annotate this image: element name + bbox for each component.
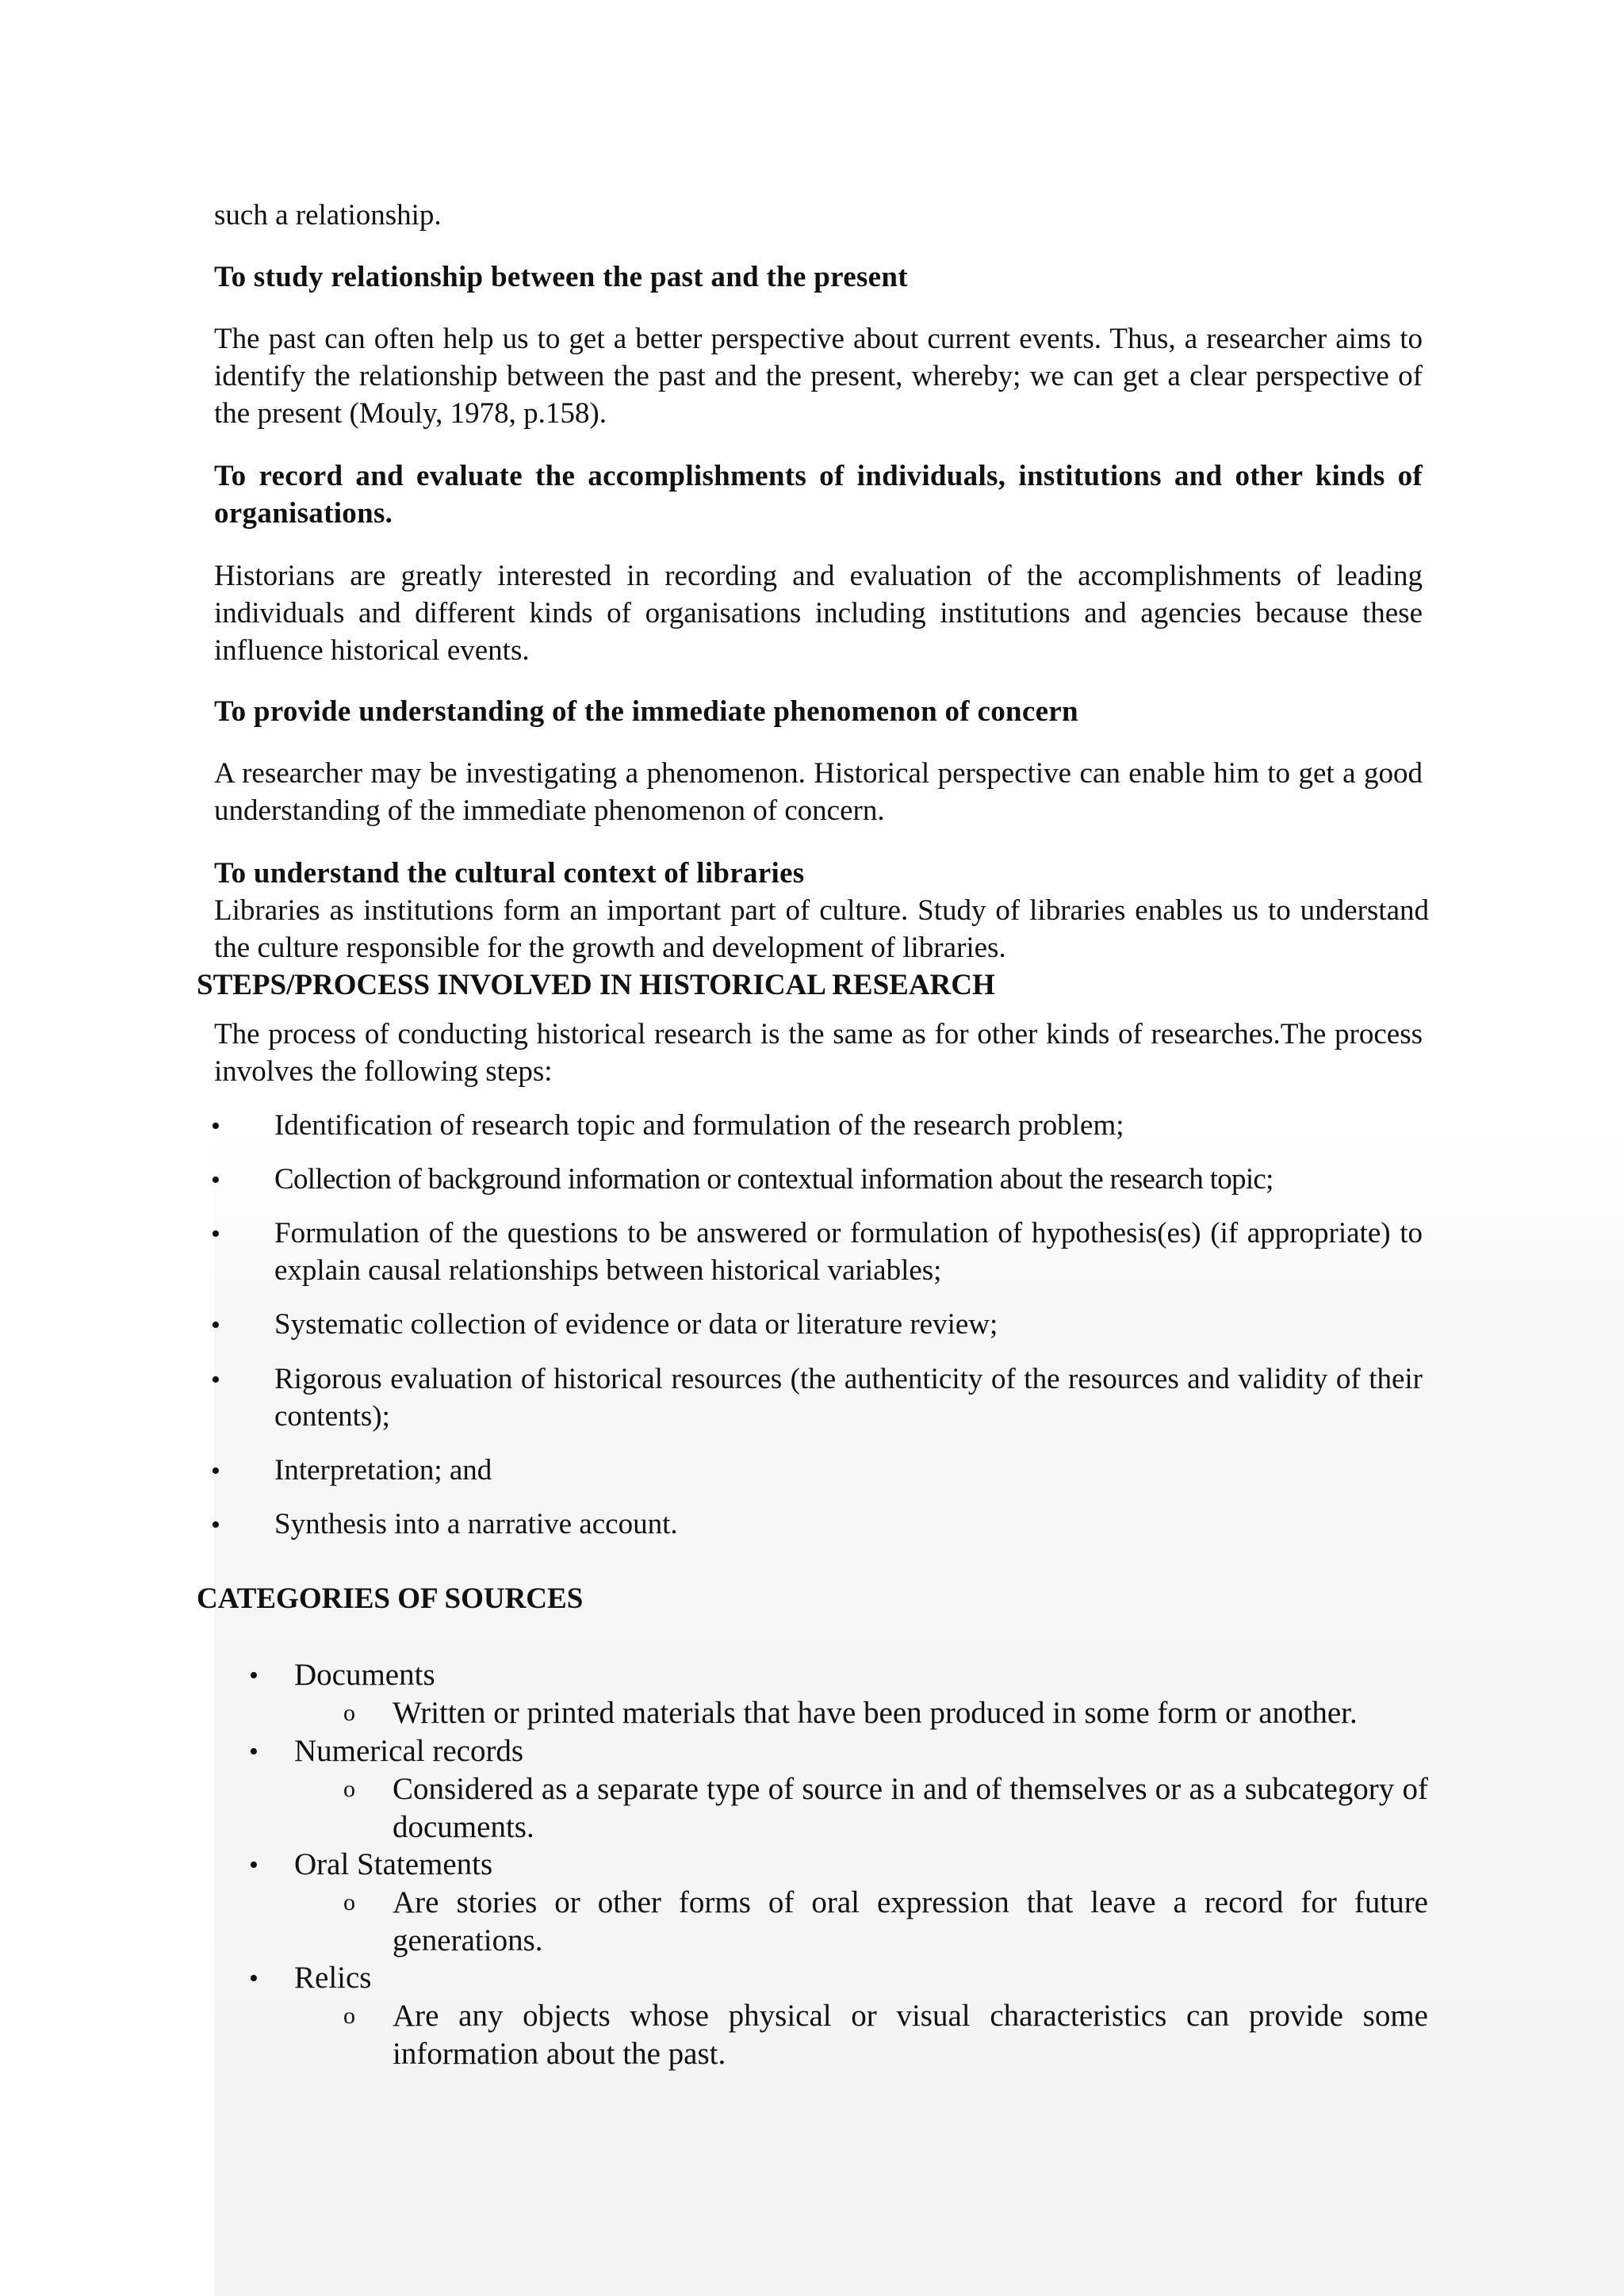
bullet-marker: •: [249, 1964, 259, 1993]
sub-bullet-marker: o: [343, 1889, 355, 1915]
section-body-past-present: The past can often help us to get a better perspective about current events. Thus, a researcher aims to identify the relationship between the past and the present, whereby; we can get a clear perspective of the present (Mouly, 1978, p.158).: [214, 323, 1423, 430]
section-body-accomplishments: Historians are greatly interested in recording and evaluation of the accomplishments of leading individuals and different kinds of organisations including institutions and agencies because these influence historical events.: [214, 560, 1423, 667]
section-heading-accomplishments: To record and evaluate the accomplishments of individuals, institutions and other kinds of organisations.: [214, 460, 1423, 530]
sub-bullet-marker: o: [343, 2003, 355, 2029]
section-body-phenomenon: A researcher may be investigating a phenomenon. Historical perspective can enable him to get a good understanding of the immediate phenomenon of concern.: [214, 757, 1423, 827]
category-label: Oral Statements: [294, 1847, 493, 1881]
steps-item-text: Rigorous evaluation of historical resources (the authenticity of the resources and validity of their contents);: [274, 1363, 1423, 1433]
section-heading-cultural-context: To understand the cultural context of libraries: [214, 857, 805, 890]
bullet-marker: •: [211, 1456, 220, 1486]
steps-title: STEPS/PROCESS INVOLVED IN HISTORICAL RESEARCH: [197, 969, 995, 1001]
bullet-marker: •: [211, 1219, 220, 1249]
category-label: Numerical records: [294, 1734, 524, 1768]
sub-bullet-marker: o: [343, 1700, 355, 1726]
category-label: Relics: [294, 1961, 372, 1995]
steps-item-text: Identification of research topic and formulation of the research problem;: [274, 1109, 1124, 1142]
bullet-marker: •: [249, 1661, 259, 1690]
intro-fragment: such a relationship.: [214, 199, 442, 232]
steps-item-text: Interpretation; and: [274, 1454, 492, 1487]
bullet-marker: •: [211, 1165, 220, 1195]
category-description: Considered as a separate type of source in and of themselves or as a subcategory of documents.: [393, 1772, 1428, 1844]
category-description: Are any objects whose physical or visual characteristics can provide some information about the past.: [393, 1999, 1428, 2071]
steps-item-text: Synthesis into a narrative account.: [274, 1508, 678, 1540]
section-heading-phenomenon: To provide understanding of the immediate phenomenon of concern: [214, 695, 1078, 728]
section-body-cultural-context: Libraries as institutions form an important part of culture. Study of libraries enables us to understand the culture responsible for the growth and development of libraries.: [214, 894, 1429, 964]
bullet-marker: •: [249, 1850, 259, 1880]
categories-title: CATEGORIES OF SOURCES: [197, 1582, 584, 1615]
category-description: Written or printed materials that have been produced in some form or another.: [393, 1696, 1358, 1730]
sub-bullet-marker: o: [343, 1776, 355, 1802]
steps-item-text: Collection of background information or contextual information about the research topic;: [274, 1163, 1274, 1196]
category-label: Documents: [294, 1658, 435, 1692]
bullet-marker: •: [211, 1112, 220, 1141]
bullet-marker: •: [211, 1365, 220, 1395]
section-heading-past-present: To study relationship between the past and the present: [214, 261, 908, 293]
bullet-marker: •: [249, 1737, 259, 1766]
steps-item-text: Systematic collection of evidence or data or literature review;: [274, 1308, 998, 1341]
bullet-marker: •: [211, 1311, 220, 1340]
steps-intro: The process of conducting historical research is the same as for other kinds of researches.The process involves the following steps:: [214, 1018, 1423, 1088]
bullet-marker: •: [211, 1510, 220, 1540]
category-description: Are stories or other forms of oral expression that leave a record for future generations.: [393, 1885, 1428, 1957]
steps-item-text: Formulation of the questions to be answered or formulation of hypothesis(es) (if appropriate) to explain causal relationships between historical variables;: [274, 1217, 1423, 1287]
